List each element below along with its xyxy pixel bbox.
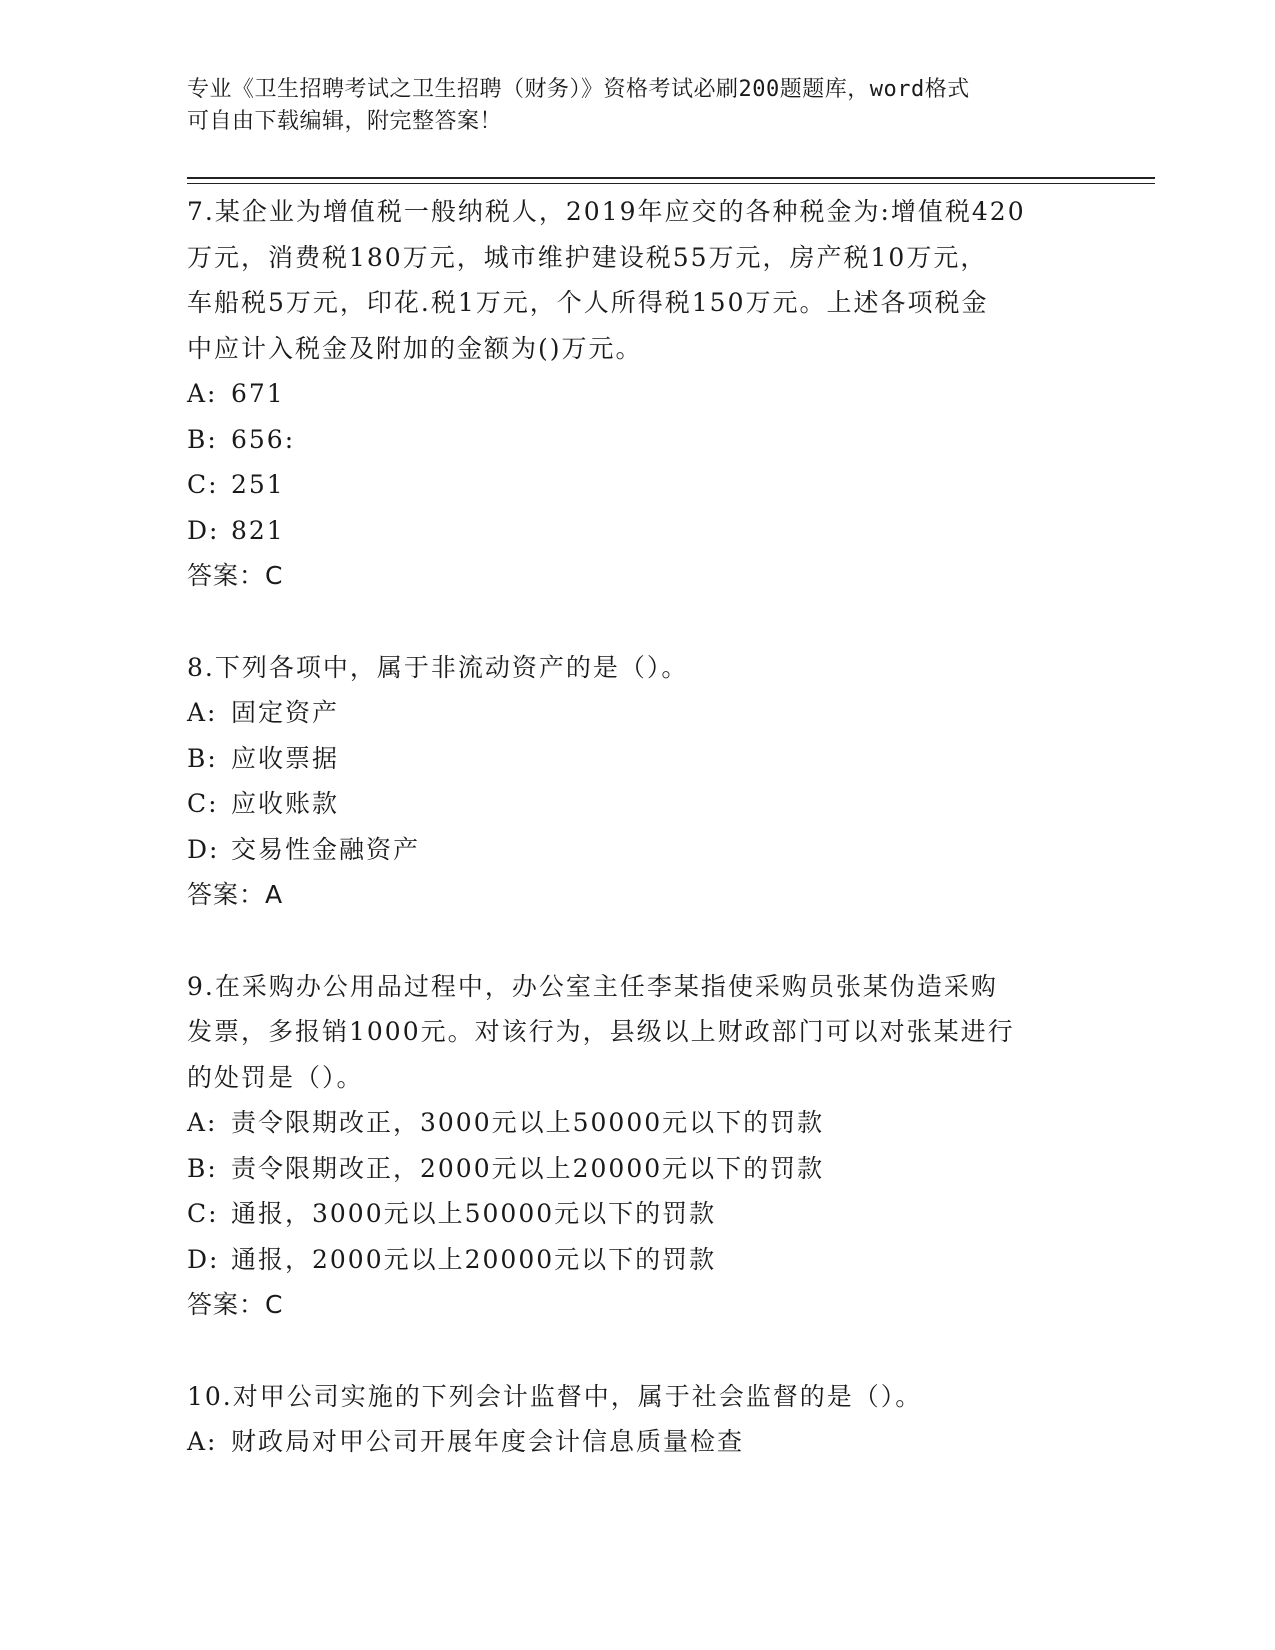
spacer bbox=[187, 1328, 1087, 1374]
option-label: B: bbox=[187, 1153, 218, 1183]
answer: 答案：C bbox=[187, 561, 284, 590]
option-text: 821 bbox=[231, 515, 285, 545]
option-text: 责令限期改正，3000元以上50000元以下的罚款 bbox=[231, 1108, 825, 1137]
header-line-2: 可自由下载编辑，附完整答案！ bbox=[187, 109, 503, 134]
option-label: D: bbox=[187, 834, 220, 864]
question-8 bbox=[187, 645, 1087, 918]
option-text: 671 bbox=[231, 379, 285, 408]
option-label: A: bbox=[187, 1108, 218, 1137]
spacer bbox=[187, 599, 1087, 645]
spacer bbox=[187, 918, 1087, 964]
option-a bbox=[187, 1419, 1087, 1465]
header-line-1: 专业《卫生招聘考试之卫生招聘（财务）》资格考试必刷200题题库，word格式 bbox=[187, 77, 970, 102]
option-b bbox=[187, 736, 1087, 782]
header-divider-thin bbox=[187, 183, 1155, 184]
question-list bbox=[187, 189, 1087, 1465]
question-7 bbox=[187, 189, 1087, 599]
option-b bbox=[187, 417, 1087, 463]
answer: 答案：C bbox=[187, 1290, 284, 1319]
option-b bbox=[187, 1146, 1087, 1192]
option-text: 656: bbox=[231, 424, 296, 454]
option-label: A: bbox=[187, 698, 218, 727]
question-stem-line: 9.在采购办公用品过程中，办公室主任李某指使采购员张某伪造采购 bbox=[187, 971, 998, 1001]
question-stem-line: 万元，消费税180万元，城市维护建设税55万元，房产税10万元， bbox=[187, 242, 988, 272]
option-text: 交易性金融资产 bbox=[231, 834, 421, 864]
option-label: C: bbox=[187, 789, 219, 818]
option-label: C: bbox=[187, 1199, 219, 1228]
option-d bbox=[187, 827, 1087, 873]
option-a bbox=[187, 1100, 1087, 1146]
option-label: D: bbox=[187, 515, 220, 545]
option-text: 应收票据 bbox=[231, 743, 340, 773]
question-stem-line: 车船税5万元，印花.税1万元，个人所得税150万元。上述各项税金 bbox=[187, 288, 989, 317]
option-c bbox=[187, 462, 1087, 508]
question-stem-line: 中应计入税金及附加的金额为()万元。 bbox=[187, 333, 643, 363]
option-label: A: bbox=[187, 1427, 218, 1456]
option-d bbox=[187, 508, 1087, 554]
option-d bbox=[187, 1237, 1087, 1283]
question-stem-line: 7.某企业为增值税一般纳税人，2019年应交的各种税金为:增值税420 bbox=[187, 197, 1026, 226]
answer: 答案：A bbox=[187, 880, 284, 909]
option-text: 251 bbox=[231, 470, 285, 499]
option-label: D: bbox=[187, 1244, 220, 1274]
option-a bbox=[187, 690, 1087, 736]
option-label: B: bbox=[187, 743, 218, 773]
option-text: 应收账款 bbox=[231, 789, 340, 818]
option-text: 通报，3000元以上50000元以下的罚款 bbox=[231, 1199, 717, 1228]
option-a bbox=[187, 371, 1087, 417]
option-text: 责令限期改正，2000元以上20000元以下的罚款 bbox=[231, 1153, 825, 1183]
question-10 bbox=[187, 1374, 1087, 1465]
question-stem-line: 发票，多报销1000元。对该行为，县级以上财政部门可以对张某进行 bbox=[187, 1017, 1015, 1046]
option-text: 通报，2000元以上20000元以下的罚款 bbox=[231, 1244, 717, 1274]
document-header bbox=[187, 74, 1087, 138]
option-c bbox=[187, 781, 1087, 827]
option-text: 财政局对甲公司开展年度会计信息质量检查 bbox=[231, 1427, 745, 1456]
option-c bbox=[187, 1191, 1087, 1237]
option-label: C: bbox=[187, 470, 219, 499]
option-label: A: bbox=[187, 379, 218, 408]
question-stem-line: 10.对甲公司实施的下列会计监督中，属于社会监督的是（）。 bbox=[187, 1381, 923, 1411]
option-text: 固定资产 bbox=[231, 698, 340, 727]
header-divider-thick bbox=[187, 177, 1155, 179]
option-label: B: bbox=[187, 424, 218, 454]
question-stem-line: 的处罚是（）。 bbox=[187, 1062, 364, 1092]
question-stem-line: 8.下列各项中，属于非流动资产的是（）。 bbox=[187, 652, 689, 682]
question-9 bbox=[187, 964, 1087, 1328]
